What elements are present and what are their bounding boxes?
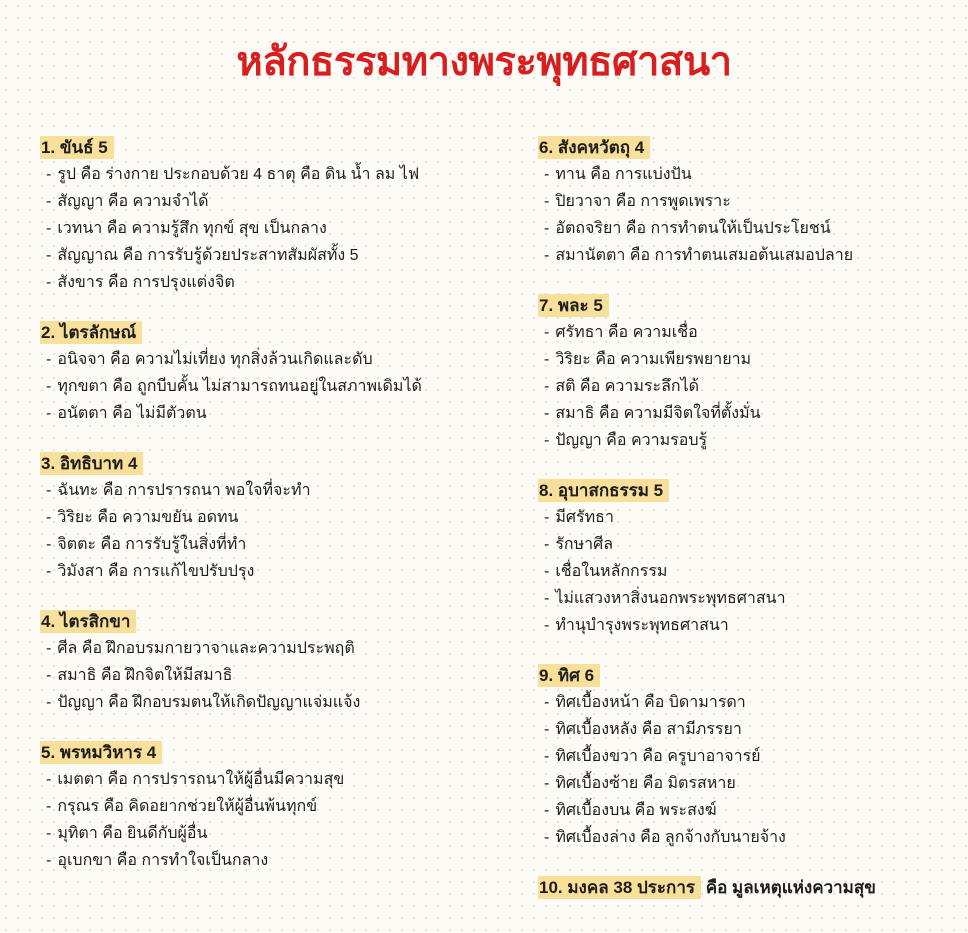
bullet-dash: - (544, 247, 550, 264)
bullet-dash: - (544, 748, 550, 765)
bullet-dash: - (46, 536, 52, 553)
list-item (40, 269, 520, 296)
list-item-text: ทิศเบื้องบน คือ พระสงฆ์ (555, 802, 717, 819)
list-item-text: กรุณร คือ คิดอยากช่วยให้ผู้อื่นพ้นทุกข์ (57, 798, 318, 815)
list-item-text: ทำนุบำรุงพระพุทธศาสนา (555, 617, 729, 634)
bullet-dash: - (544, 694, 550, 711)
list-item (40, 847, 520, 874)
bullet-dash: - (46, 798, 52, 815)
section-heading: 8. อุบาสกธรรม 5 (538, 479, 669, 502)
section-heading: 2. ไตรลักษณ์ (40, 321, 142, 344)
bullet-dash: - (544, 351, 550, 368)
bullet-dash: - (46, 274, 52, 291)
bullet-dash: - (46, 482, 52, 499)
list-item (40, 689, 520, 716)
list-item (538, 689, 948, 716)
list-item-text: มุทิตา คือ ยินดีกับผู้อื่น (57, 825, 208, 842)
section-6 (538, 136, 948, 269)
list-item (40, 531, 520, 558)
list-item-text: ทิศเบื้องขวา คือ ครูบาอาจารย์ (555, 748, 761, 765)
bullet-dash: - (544, 590, 550, 607)
section-7 (538, 294, 948, 454)
list-item (40, 188, 520, 215)
list-item (40, 373, 520, 400)
list-item (40, 477, 520, 504)
bullet-dash: - (46, 667, 52, 684)
bullet-dash: - (544, 617, 550, 634)
list-item-text: ปัญญา คือ ฝึกอบรมตนให้เกิดปัญญาแจ่มแจ้ง (57, 694, 361, 711)
section-heading-rest: คือ มูลเหตุแห่งความสุข (701, 878, 876, 897)
list-item-text: สัญญาณ คือ การรับรู้ด้วยประสาทสัมผัสทั้ง 5 (57, 247, 359, 264)
list-item (40, 558, 520, 585)
list-item-text: อัตถจริยา คือ การทำตนให้เป็นประโยชน์ (555, 220, 831, 237)
section-1 (40, 136, 520, 296)
bullet-dash: - (46, 563, 52, 580)
bullet-dash: - (544, 324, 550, 341)
list-item (538, 188, 948, 215)
bullet-dash: - (544, 563, 550, 580)
list-item (40, 504, 520, 531)
bullet-dash: - (544, 432, 550, 449)
list-item (40, 400, 520, 427)
bullet-dash: - (544, 378, 550, 395)
bullet-dash: - (544, 721, 550, 738)
list-item-text: ทิศเบื้องหลัง คือ สามีภรรยา (555, 721, 742, 738)
section-heading: 6. สังคหวัตถุ 4 (538, 136, 650, 159)
list-item (40, 662, 520, 689)
list-item-text: สมาธิ คือ ความมีจิตใจที่ตั้งมั่น (555, 405, 761, 422)
list-item (538, 400, 948, 427)
list-item-text: อุเบกขา คือ การทำใจเป็นกลาง (57, 852, 269, 869)
list-item (40, 766, 520, 793)
list-item (538, 161, 948, 188)
list-item-text: ฉันทะ คือ การปรารถนา พอใจที่จะทำ (57, 482, 311, 499)
bullet-dash: - (46, 351, 52, 368)
bullet-dash: - (46, 640, 52, 657)
list-item (40, 161, 520, 188)
bullet-dash: - (46, 405, 52, 422)
list-item-text: สัญญา คือ ความจำได้ (57, 193, 209, 210)
list-item-text: ทิศเบื้องซ้าย คือ มิตรสหาย (555, 775, 736, 792)
list-item-text: จิตตะ คือ การรับรู้ในสิ่งที่ทำ (57, 536, 247, 553)
left-column (40, 136, 520, 899)
list-item-text: ทิศเบื้องหน้า คือ บิดามารดา (555, 694, 746, 711)
bullet-dash: - (46, 771, 52, 788)
page-title: หลักธรรมทางพระพุทธศาสนา (236, 39, 732, 85)
list-item (538, 504, 948, 531)
list-item-text: สมาธิ คือ ฝึกจิตให้มีสมาธิ (57, 667, 233, 684)
list-item (538, 770, 948, 797)
list-item (538, 716, 948, 743)
list-item-text: สติ คือ ความระลึกได้ (555, 378, 700, 395)
bullet-dash: - (46, 193, 52, 210)
bullet-dash: - (544, 802, 550, 819)
list-item (538, 215, 948, 242)
list-item-text: เมตตา คือ การปรารถนาให้ผู้อื่นมีความสุข (57, 771, 345, 788)
section-10 (538, 876, 948, 901)
list-item-text: มีศรัทธา (555, 509, 614, 526)
section-heading: 4. ไตรสิกขา (40, 610, 136, 633)
list-item-text: ปัญญา คือ ความรอบรู้ (555, 432, 708, 449)
list-item-text: รูป คือ ร่างกาย ประกอบด้วย 4 ธาตุ คือ ดิน น้ำ ลม ไฟ (57, 166, 420, 183)
list-item (538, 558, 948, 585)
section-8 (538, 479, 948, 639)
list-item (40, 215, 520, 242)
list-item (40, 346, 520, 373)
list-item-text: วิริยะ คือ ความเพียรพยายาม (555, 351, 752, 368)
list-item (538, 743, 948, 770)
list-item (538, 531, 948, 558)
list-item (538, 346, 948, 373)
bullet-dash: - (46, 220, 52, 237)
list-item-text: สมานัตตา คือ การทำตนเสมอต้นเสมอปลาย (555, 247, 854, 264)
list-item (40, 635, 520, 662)
list-item (538, 427, 948, 454)
bullet-dash: - (46, 509, 52, 526)
list-item (40, 242, 520, 269)
section-3 (40, 452, 520, 585)
list-item (538, 824, 948, 851)
section-4 (40, 610, 520, 716)
section-heading: 9. ทิศ 6 (538, 664, 600, 687)
list-item (538, 373, 948, 400)
bullet-dash: - (544, 220, 550, 237)
section-heading: 3. อิทธิบาท 4 (40, 452, 143, 475)
section-2 (40, 321, 520, 427)
bullet-dash: - (46, 825, 52, 842)
list-item-text: สังขาร คือ การปรุงแต่งจิต (57, 274, 235, 291)
list-item (538, 612, 948, 639)
list-item-text: ทิศเบื้องล่าง คือ ลูกจ้างกับนายจ้าง (555, 829, 786, 846)
list-item-text: รักษาศีล (555, 536, 614, 553)
list-item-text: ไม่แสวงหาสิ่งนอกพระพุทธศาสนา (555, 590, 786, 607)
bullet-dash: - (544, 509, 550, 526)
bullet-dash: - (544, 166, 550, 183)
bullet-dash: - (544, 193, 550, 210)
list-item-text: ศีล คือ ฝึกอบรมกายวาจาและความประพฤติ (57, 640, 355, 657)
section-5 (40, 741, 520, 874)
list-item (40, 793, 520, 820)
list-item-text: ทาน คือ การแบ่งปัน (555, 166, 692, 183)
bullet-dash: - (46, 247, 52, 264)
section-9 (538, 664, 948, 851)
list-item-text: เวทนา คือ ความรู้สึก ทุกข์ สุข เป็นกลาง (57, 220, 327, 237)
list-item-text: ปิยวาจา คือ การพูดเพราะ (555, 193, 731, 210)
list-item (538, 797, 948, 824)
list-item-text: เชื่อในหลักกรรม (555, 563, 668, 580)
list-item-text: วิริยะ คือ ความขยัน อดทน (57, 509, 239, 526)
section-heading: 1. ขันธ์ 5 (40, 136, 114, 159)
section-heading: 10. มงคล 38 ประการ (538, 876, 701, 899)
list-item-text: ทุกขตา คือ ถูกบีบคั้น ไม่สามารถทนอยู่ในสภาพเดิมได้ (57, 378, 422, 395)
bullet-dash: - (544, 829, 550, 846)
list-item-text: ศรัทธา คือ ความเชื่อ (555, 324, 698, 341)
list-item (538, 319, 948, 346)
bullet-dash: - (544, 775, 550, 792)
list-item-text: อนัตตา คือ ไม่มีตัวตน (57, 405, 207, 422)
bullet-dash: - (544, 536, 550, 553)
bullet-dash: - (46, 166, 52, 183)
bullet-dash: - (46, 378, 52, 395)
section-heading: 5. พรหมวิหาร 4 (40, 741, 162, 764)
list-item-text: อนิจจา คือ ความไม่เที่ยง ทุกสิ่งล้วนเกิดและดับ (57, 351, 373, 368)
section-heading: 7. พละ 5 (538, 294, 609, 317)
list-item (538, 242, 948, 269)
bullet-dash: - (46, 852, 52, 869)
right-column (538, 136, 948, 926)
bullet-dash: - (46, 694, 52, 711)
bullet-dash: - (544, 405, 550, 422)
list-item-text: วิมังสา คือ การแก้ไขปรับปรุง (57, 563, 255, 580)
list-item (538, 585, 948, 612)
list-item (40, 820, 520, 847)
